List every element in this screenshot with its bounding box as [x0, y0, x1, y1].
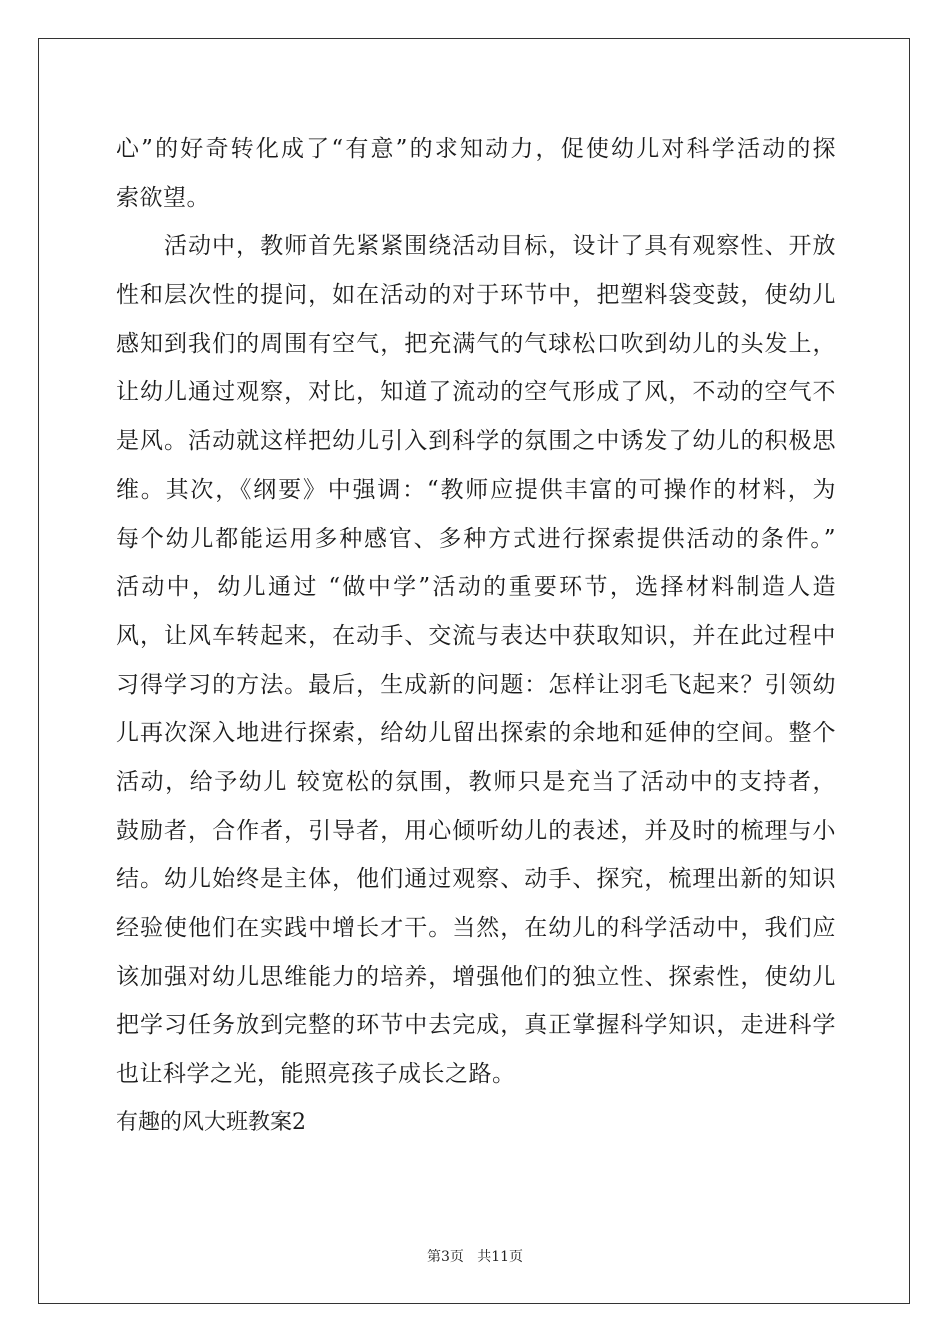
- body-line: 也让科学之光，能照亮孩子成长之路。: [116, 1061, 516, 1088]
- body-line: 鼓励者，合作者，引导者，用心倾听幼儿的表述，并及时的梳理与小: [116, 817, 836, 844]
- body-line: 经验使他们在实践中增长才干。当然，在幼儿的科学活动中，我们应: [116, 915, 836, 941]
- body-line: 习得学习的方法。最后，生成新的问题：怎样让羽毛飞起来？引领幼: [116, 671, 836, 698]
- body-line: 维。其次，《纲要》中强调：“教师应提供丰富的可操作的材料，为: [116, 476, 836, 503]
- body-line: 结。幼儿始终是主体，他们通过观察、动手、探究，梳理出新的知识: [116, 866, 836, 893]
- document-body: [116, 125, 836, 1147]
- body-line: 风，让风车转起来，在动手、交流与表达中获取知识，并在此过程中: [116, 622, 836, 649]
- body-line: 让幼儿通过观察，对比，知道了流动的空气形成了风，不动的空气不: [116, 379, 836, 406]
- body-line: 心”的好奇转化成了“有意”的求知动力，促使幼儿对科学活动的探: [116, 136, 836, 162]
- body-line: 把学习任务放到完整的环节中去完成，真正掌握科学知识，走进科学: [116, 1012, 836, 1039]
- body-line: 是风。活动就这样把幼儿引入到科学的氛围之中诱发了幼儿的积极思: [116, 428, 836, 455]
- page-number: 第3页 共11页: [426, 1249, 524, 1265]
- body-line: 每个幼儿都能运用多种感官、多种方式进行探索提供活动的条件。”: [116, 525, 836, 552]
- body-line: 儿再次深入地进行探索，给幼儿留出探索的余地和延伸的空间。整个: [116, 720, 836, 747]
- body-line: 活动中，幼儿通过 “做中学”活动的重要环节，选择材料制造人造: [116, 574, 836, 601]
- body-line: 该加强对幼儿思维能力的培养，增强他们的独立性、探索性，使幼儿: [116, 963, 836, 990]
- body-line: 感知到我们的周围有空气，把充满气的气球松口吹到幼儿的头发上，: [116, 330, 836, 357]
- body-line: 活动中，教师首先紧紧围绕活动目标，设计了具有观察性、开放: [164, 233, 836, 260]
- body-line: 索欲望。: [116, 184, 210, 211]
- page-footer: [0, 1246, 950, 1266]
- body-line: 性和层次性的提问，如在活动的对于环节中，把塑料袋变鼓，使幼儿: [116, 282, 836, 309]
- body-line: 活动，给予幼儿 较宽松的氛围，教师只是充当了活动中的支持者，: [116, 768, 836, 795]
- section-heading: 有趣的风大班教案2: [116, 1109, 306, 1135]
